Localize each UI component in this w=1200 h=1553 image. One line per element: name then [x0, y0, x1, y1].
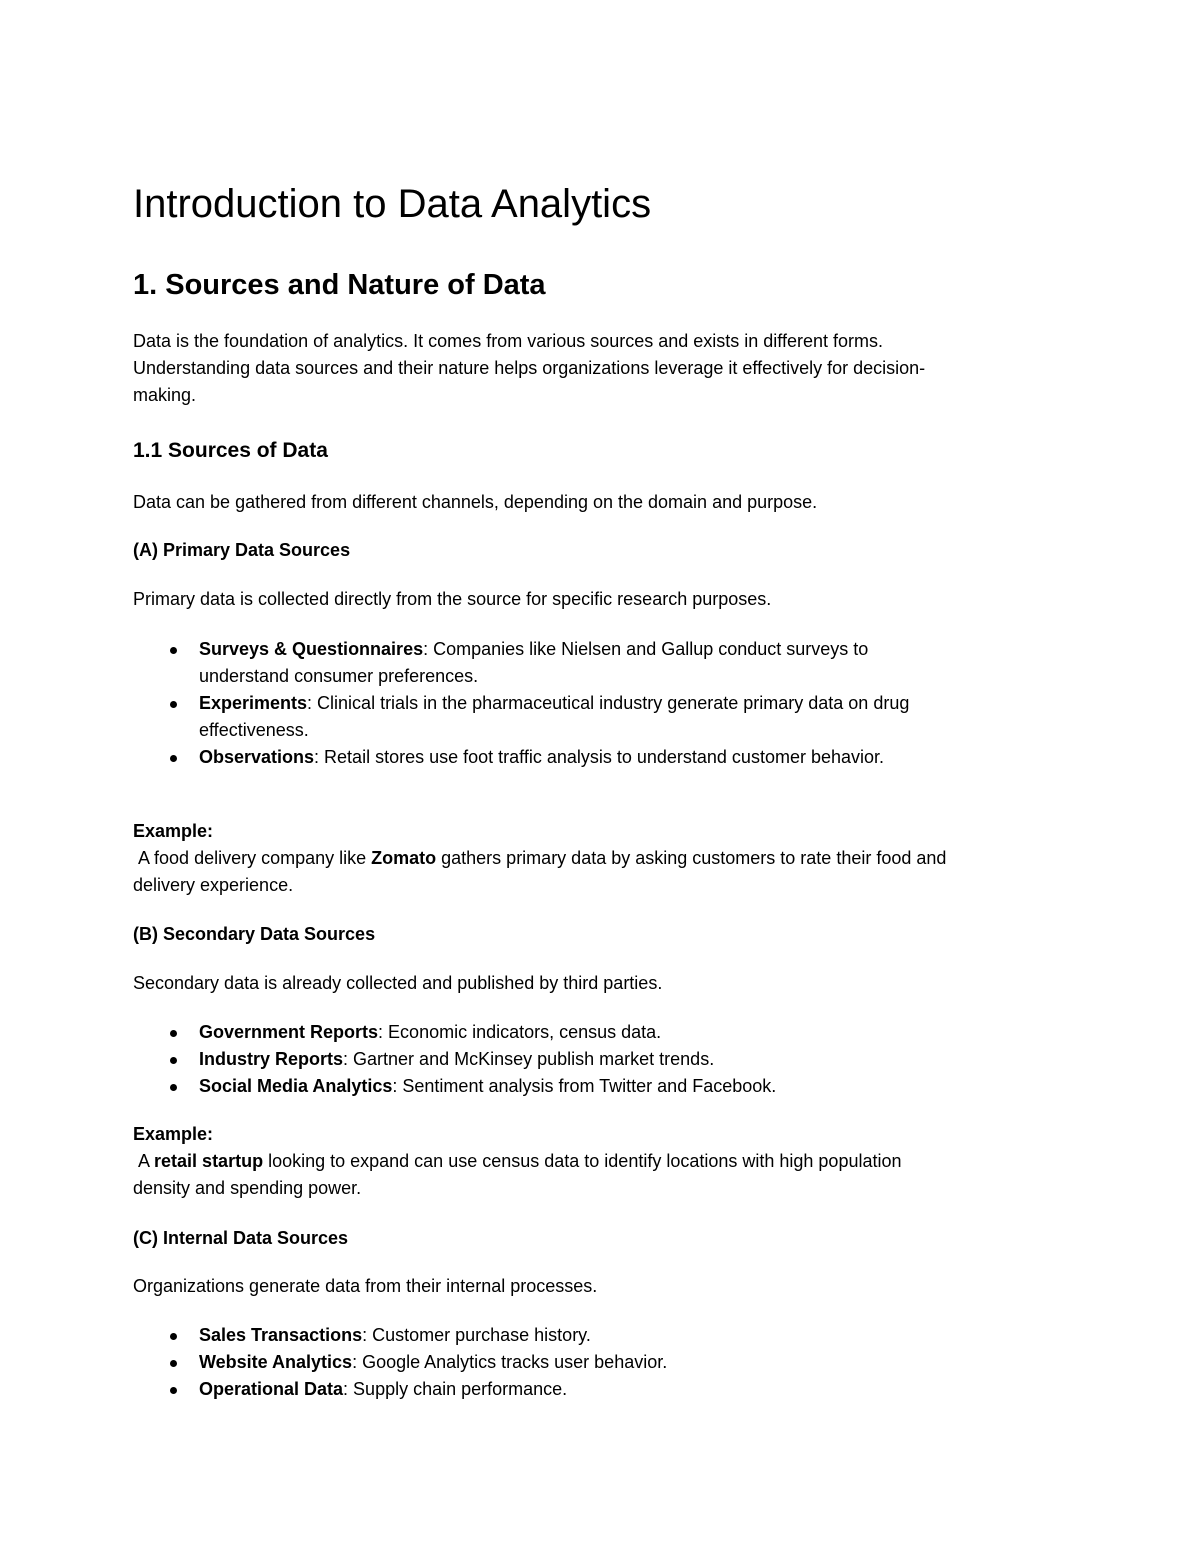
subsection-1-1-intro: Data can be gathered from different channels, depending on the domain and purpose. — [133, 492, 818, 512]
document-title: Introduction to Data Analytics — [133, 182, 652, 226]
bullet-icon — [170, 1360, 177, 1367]
item-term: Surveys & Questionnaires — [199, 639, 424, 659]
secondary-intro: Secondary data is already collected and published by third parties. — [133, 973, 663, 993]
subsection-heading-1-1: 1.1 Sources of Data — [133, 439, 328, 462]
list-item — [133, 1349, 963, 1376]
item-desc: : Retail stores use foot traffic analysis to understand customer behavior. — [314, 747, 885, 767]
item-term: Operational Data — [199, 1379, 344, 1399]
list-item — [133, 1322, 963, 1349]
item-term: Government Reports — [199, 1022, 379, 1042]
example-text-bold: retail startup — [154, 1151, 264, 1171]
section-1-intro: Data is the foundation of analytics. It comes from various sources and exists in different forms. Understanding data sources and their nature helps organizations leverage it effectively for decision-making. — [133, 331, 926, 405]
list-item — [133, 1376, 963, 1403]
list-item — [133, 1073, 963, 1100]
bullet-icon — [170, 1084, 177, 1091]
item-desc: : Google Analytics tracks user behavior. — [352, 1352, 668, 1372]
list-item — [133, 636, 963, 690]
secondary-example-label: Example: — [133, 1124, 214, 1144]
item-desc: : Sentiment analysis from Twitter and Facebook. — [392, 1076, 777, 1096]
item-term: Industry Reports — [199, 1049, 344, 1069]
secondary-example-text — [133, 1148, 963, 1202]
item-term: Social Media Analytics — [199, 1076, 393, 1096]
item-term: Observations — [199, 747, 315, 767]
bullet-icon — [170, 1057, 177, 1064]
item-desc: : Gartner and McKinsey publish market trends. — [343, 1049, 715, 1069]
bullet-icon — [170, 701, 177, 708]
primary-example-label: Example: — [133, 821, 214, 841]
item-desc: : Economic indicators, census data. — [378, 1022, 662, 1042]
section-heading-1: 1. Sources and Nature of Data — [133, 269, 546, 301]
internal-intro: Organizations generate data from their internal processes. — [133, 1276, 598, 1296]
primary-heading: (A) Primary Data Sources — [133, 540, 351, 560]
internal-heading: (C) Internal Data Sources — [133, 1228, 349, 1248]
list-item — [133, 690, 963, 744]
example-text-pre: A food delivery company like — [133, 848, 372, 868]
item-desc: : Supply chain performance. — [343, 1379, 568, 1399]
list-item — [133, 1019, 963, 1046]
bullet-icon — [170, 1387, 177, 1394]
primary-list — [133, 636, 963, 771]
bullet-icon — [170, 1333, 177, 1340]
list-item — [133, 1046, 963, 1073]
item-term: Experiments — [199, 693, 308, 713]
item-desc: : Clinical trials in the pharmaceutical industry generate primary data on drug effectiveness. — [199, 693, 910, 740]
primary-example-text — [133, 845, 963, 899]
item-desc: : Companies like Nielsen and Gallup conduct surveys to understand consumer preferences. — [199, 639, 869, 686]
internal-list — [133, 1322, 963, 1403]
bullet-icon — [170, 647, 177, 654]
example-text-pre: A — [133, 1151, 155, 1171]
example-text-bold: Zomato — [371, 848, 437, 868]
example-text-post: looking to expand can use census data to identify locations with high population density and spending power. — [133, 1151, 907, 1198]
secondary-list — [133, 1019, 963, 1100]
primary-intro: Primary data is collected directly from the source for specific research purposes. — [133, 589, 772, 609]
secondary-heading: (B) Secondary Data Sources — [133, 924, 376, 944]
list-item — [133, 744, 963, 771]
item-term: Website Analytics — [199, 1352, 353, 1372]
item-desc: : Customer purchase history. — [362, 1325, 591, 1345]
example-text-post: gathers primary data by asking customers to rate their food and delivery experience. — [133, 848, 952, 895]
bullet-icon — [170, 755, 177, 762]
bullet-icon — [170, 1030, 177, 1037]
item-term: Sales Transactions — [199, 1325, 363, 1345]
